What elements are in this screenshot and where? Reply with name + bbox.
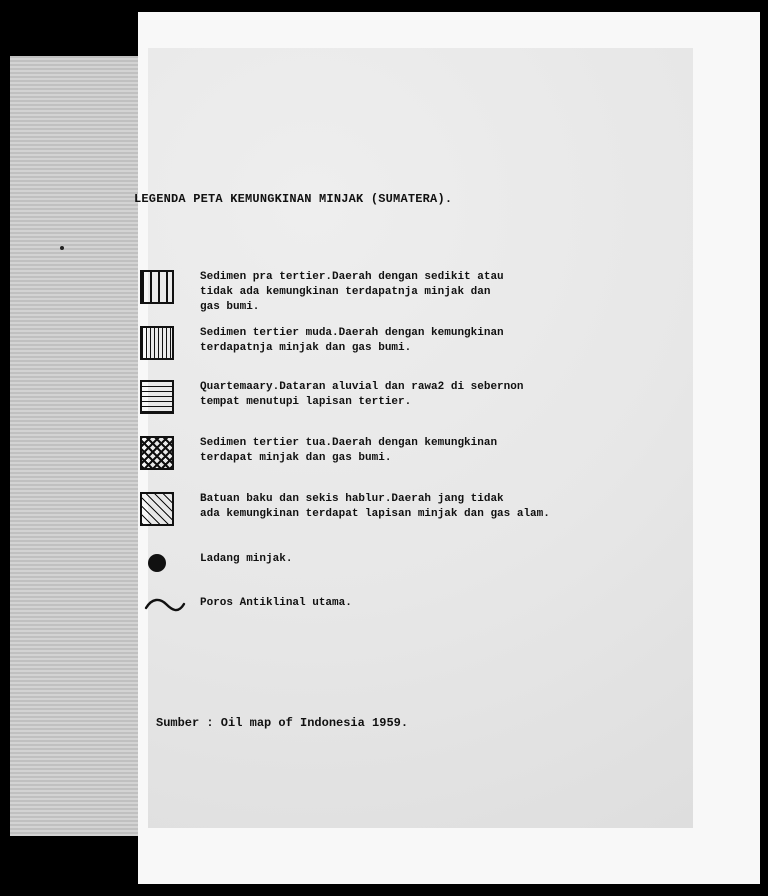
legend-text [200,492,550,522]
legend-line: terdapat minjak dan gas bumi. [200,452,392,464]
horizontal-lines-swatch [140,380,174,414]
legend-item [140,270,700,326]
legend-line: Sedimen pra tertier.Daerah dengan sedikit atau [200,271,504,283]
legend-line: Poros Antiklinal utama. [200,597,352,609]
legend-line: tidak ada kemungkinan terdapatnja minjak dan [200,286,491,298]
legend-text [200,270,504,315]
legend-text [200,326,504,356]
anticline-wave-icon [144,594,188,618]
legend-text [200,596,352,611]
legend-line: Ladang minjak. [200,553,293,565]
legend-line: Sedimen tertier tua.Daerah dengan kemungkinan [200,437,498,449]
source-line: Sumber : Oil map of Indonesia 1959. [156,716,409,730]
legend-title: LEGENDA PETA KEMUNGKINAN MINJAK (SUMATERA). [134,192,453,206]
legend-line: Sedimen tertier muda.Daerah dengan kemungkinan [200,327,504,339]
page-spot [60,246,64,250]
legend-item [140,326,700,382]
legend-item [140,436,700,492]
vertical-lines-swatch [140,270,174,304]
legend-text [200,552,292,567]
legend-line: tempat menutupi lapisan tertier. [200,396,412,408]
legend-item [140,492,700,548]
legend-text [200,436,497,466]
legend-text [200,380,523,410]
legend-item [140,380,700,436]
legend-line: Batuan baku dan sekis hablur.Daerah jang tidak [200,493,504,505]
diagonal-lines-swatch [140,492,174,526]
cross-hatch-swatch [140,436,174,470]
legend-line: terdapatnja minjak dan gas bumi. [200,342,412,354]
oil-field-dot-icon [148,554,166,572]
fine-vertical-lines-swatch [140,326,174,360]
legend-line: gas bumi. [200,301,260,313]
legend-line: ada kemungkinan terdapat lapisan minjak dan gas alam. [200,508,550,520]
legend-line: Quartemaary.Dataran aluvial dan rawa2 di sebernon [200,381,524,393]
legend-item [140,596,700,652]
